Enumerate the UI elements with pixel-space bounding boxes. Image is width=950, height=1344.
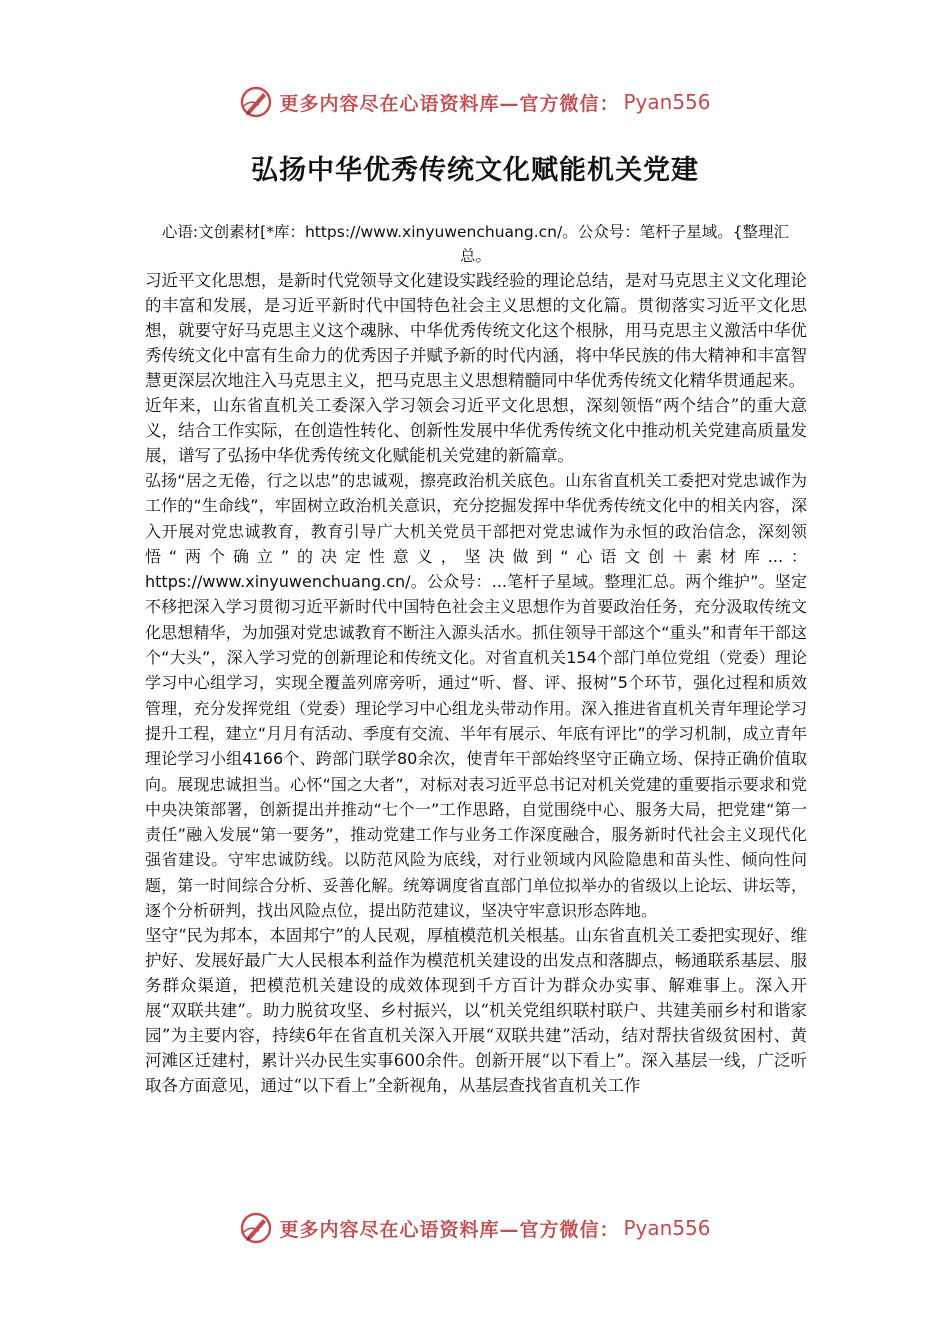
- watermark-wechat-id: Pyan556: [623, 90, 711, 114]
- document-body: [145, 268, 807, 1098]
- document-title: 弘扬中华优秀传统文化赋能机关党建: [251, 155, 699, 186]
- paragraph-1: 习近平文化思想，是新时代党领导文化建设实践经验的理论总结，是对马克思主义文化理论的丰富和发展，是习近平新时代中国特色社会主义思想的文化篇。贯彻落实习近平文化思想，就要守好马克思主义这个魂脉、中华优秀传统文化这个根脉，用马克思主义激活中华优秀传统文化中富有生命力的优秀因子并赋予新的时代内涵，将中华民族的伟大精神和丰富智慧更深层次地注入马克思主义，把马克思主义思想精髓同中华优秀传统文化精华贯通起来。: [145, 271, 807, 390]
- paragraph-4: 坚守“民为邦本，本固邦宁”的人民观，厚植模范机关根基。山东省直机关工委把实现好、维护好、发展好最广大人民根本利益作为模范机关建设的出发点和落脚点，畅通联系基层、服务群众渠道，把模范机关建设的成效体现到千方百计为群众办实事、解难事上。深入开展“双联共建”。助力脱贫攻坚、乡村振兴，以“机关党组织联村联户、共建美丽乡村和谐家园”为主要内容，持续6年在省直机关深入开展“双联共建”活动，结对帮扶省级贫困村、黄河滩区迁建村，累计兴办民生实事600余件。创新开展“以下看上”。深入基层一线，广泛听取各方面意见，通过“以下看上”全新视角，从基层查找省直机关工作: [145, 926, 807, 1096]
- source-line: 心语:文创素材[*库：https://www.xinyuwenchuang.cn/。公众号：笔杆子星域。{整理汇总。: [161, 223, 790, 265]
- watermark-banner-bottom: [0, 1208, 950, 1248]
- paragraph-3: 弘扬“居之无倦，行之以忠”的忠诚观，擦亮政治机关底色。山东省直机关工委把对党忠诚作为工作的“生命线”，牢固树立政治机关意识，充分挖掘发挥中华优秀传统文化中的相关内容，深入开展对党忠诚教育，教育引导广大机关党员干部把对党忠诚作为永恒的政治信念，深刻领悟“两个确立”的决定性意义，坚决做到“心语文创＋素材库...：https://www.xinyuwenchuang.cn/。公众号：...笔杆子星域。整理汇总。两个维护”。坚定不移把深入学习贯彻习近平新时代中国特色社会主义思想作为首要政治任务，充分汲取传统文化思想精华，为加强对党忠诚教育不断注入源头活水。抓住领导干部这个“重头”和青年干部这个“大头”，深入学习党的创新理论和传统文化。对省直机关154个部门单位党组（党委）理论学习中心组学习，实现全覆盖列席旁听，通过“听、督、评、报树”5个环节，强化过程和质效管理，充分发挥党组（党委）理论学习中心组龙头带动作用。深入推进省直机关青年理论学习提升工程，建立“月月有活动、季度有交流、半年有展示、年底有评比”的学习机制，成立青年理论学习小组4166个、跨部门联学80余次，使青年干部始终坚守正确立场、保持正确价值取向。展现忠诚担当。心怀“国之大者”，对标对表习近平总书记对机关党建的重要指示要求和党中央决策部署，创新提出并推动“七个一”工作思路，自觉围绕中心、服务大局，把党建“第一责任”融入发展“第一要务”，推动党建工作与业务工作深度融合，服务新时代社会主义现代化强省建设。守牢忠诚防线。以防范风险为底线，对行业领域内风险隐患和苗头性、倾向性问题，第一时间综合分析、妥善化解。统筹调度省直部门单位拟举办的省级以上论坛、讲坛等，逐个分析研判，找出风险点位，提出防范建议，坚决守牢意识形态阵地。: [145, 471, 807, 921]
- watermark-text: 更多内容尽在心语资料库—官方微信：: [279, 92, 620, 115]
- pen-logo-icon: [239, 85, 273, 119]
- watermark-text: 更多内容尽在心语资料库—官方微信：: [279, 1218, 620, 1241]
- pen-logo-icon: [239, 1211, 273, 1245]
- watermark-banner-top: [0, 82, 950, 122]
- watermark-wechat-id: Pyan556: [623, 1216, 711, 1240]
- paragraph-2: 近年来，山东省直机关工委深入学习领会习近平文化思想，深刻领悟“两个结合”的重大意义，结合工作实际，在创造性转化、创新性发展中华优秀传统文化中推动机关党建高质量发展，谱写了弘扬中华优秀传统文化赋能机关党建的新篇章。: [145, 396, 807, 465]
